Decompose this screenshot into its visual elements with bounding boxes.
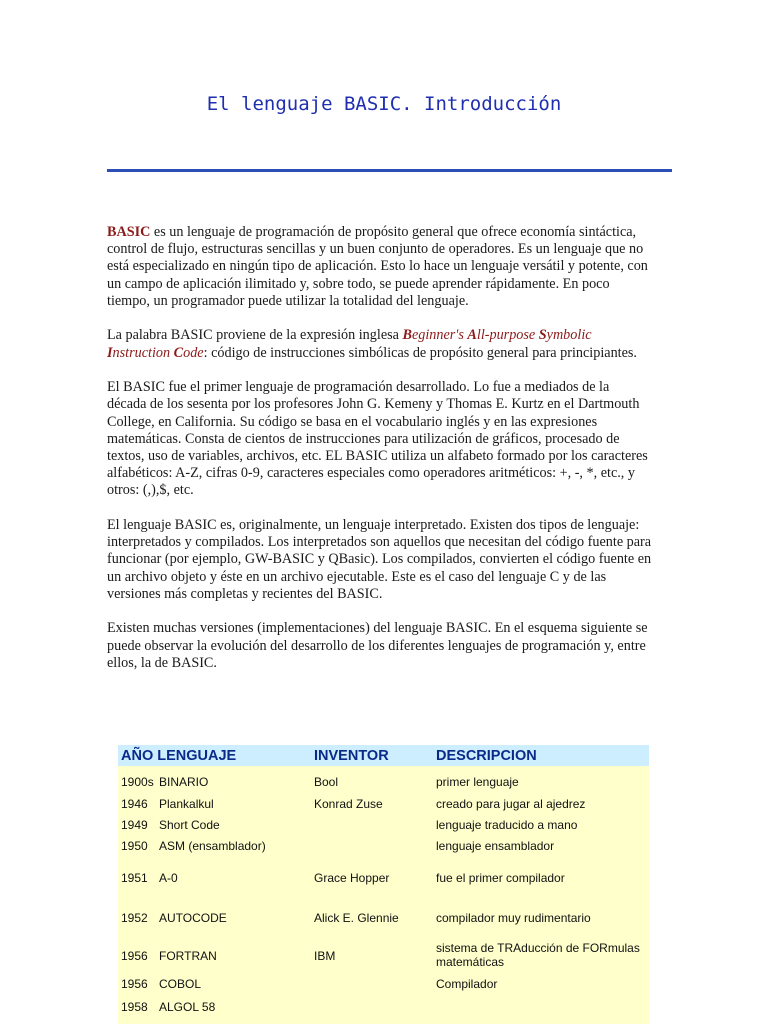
- cell-language: Short Code: [159, 818, 220, 832]
- cell-description: creado para jugar al ajedrez: [436, 797, 586, 811]
- acronym-rest: ode: [183, 344, 204, 361]
- cell-year: 1949: [121, 818, 148, 832]
- paragraph-history: El BASIC fue el primer lenguaje de programación desarrollado. Lo fue a mediados de la década de los sesenta por los profesores John G. Kemeny y Thomas E. Kurtz en el Dartmouth College, en California. Su código se basa en el vocabulario inglés y en las expresiones matemáticas. Consta de cientos de instrucciones para utilización de gráficos, procesado de textos, uso de variables, archivos, etc. EL BASIC utiliza un alfabeto formado por los caracteres alfabéticos: A-Z, cifras 0-9, caracteres especiales como operadores aritméticos: +, -, *, etc., y otros: (,),$, etc.: [107, 379, 648, 499]
- acronym-rest: ymbolic: [546, 327, 592, 344]
- cell-description: primer lenguaje: [436, 775, 519, 789]
- languages-table: [118, 745, 649, 1024]
- paragraph-interpreted: El lenguaje BASIC es, originalmente, un lenguaje interpretado. Existen dos tipos de lenguaje: interpretados y compilados. Los interpretados son aquellos que necesitan del código fuente para funcionar (por ejemplo, GW-BASIC y QBasic). Los compilados, convierten el código fuente en un archivo objeto y éste en un archivo ejecutable. Este es el caso del lenguaje C y de las versiones más completas y recientes del BASIC.: [107, 517, 652, 602]
- acronym-rest: nstruction: [112, 344, 174, 361]
- cell-year: 1958: [121, 1000, 148, 1014]
- paragraph-etymology: [107, 327, 652, 361]
- etymology-before: La palabra BASIC proviene de la expresión inglesa: [107, 327, 403, 344]
- table-header: [118, 745, 649, 766]
- cell-language: BINARIO: [159, 775, 209, 789]
- cell-year: 1956: [121, 977, 148, 991]
- acronym-initial: C: [173, 344, 184, 361]
- acronym-initial: B: [402, 327, 412, 344]
- title-divider: [107, 169, 672, 172]
- acronym-rest: eginner's: [411, 327, 468, 344]
- cell-year: 1952: [121, 911, 148, 925]
- cell-inventor: Bool: [314, 775, 339, 789]
- cell-description: fue el primer compilador: [436, 871, 565, 885]
- cell-inventor: Grace Hopper: [314, 871, 390, 885]
- cell-language: FORTRAN: [159, 949, 217, 963]
- cell-year: 1900s: [121, 775, 154, 789]
- paragraph-intro-text: es un lenguaje de programación de propósito general que ofrece economía sintáctica, control de flujo, estructuras sencillas y un buen conjunto de operadores. Es un lenguaje que no está especializado en ningún tipo de aplicación. Esto lo hace un lenguaje versátil y potente, con un campo de aplicación ilimitado y, sobre todo, se puede aprender rápidamente. En poco tiempo, un programador puede utilizar la totalidad del lenguaje.: [107, 224, 648, 309]
- basic-keyword: BASIC: [107, 224, 151, 240]
- cell-language: Plankalkul: [159, 797, 214, 811]
- cell-description: Compilador: [436, 977, 498, 991]
- cell-year: 1950: [121, 839, 148, 853]
- cell-inventor: Konrad Zuse: [314, 797, 383, 811]
- cell-year: 1946: [121, 797, 148, 811]
- cell-year: 1951: [121, 871, 148, 885]
- acronym-initial: S: [538, 327, 547, 344]
- header-description: DESCRIPCION: [436, 748, 537, 764]
- cell-description: sistema de TRAducción de FORmulas matemáticas: [436, 941, 640, 969]
- cell-language: COBOL: [159, 977, 202, 991]
- page-title: El lenguaje BASIC. Introducción: [206, 93, 562, 115]
- cell-language: ALGOL 58: [159, 1000, 216, 1014]
- document-body: [107, 224, 652, 689]
- acronym-rest: ll-purpose: [476, 327, 539, 344]
- cell-description: lenguaje ensamblador: [436, 839, 555, 853]
- header-year-language: AÑO LENGUAJE: [121, 748, 237, 764]
- cell-language: A-0: [159, 871, 178, 885]
- header-inventor: INVENTOR: [314, 748, 389, 764]
- cell-language: AUTOCODE: [159, 911, 227, 925]
- cell-language: ASM (ensamblador): [159, 839, 266, 853]
- acronym-initial: A: [467, 327, 477, 344]
- paragraph-versions: Existen muchas versiones (implementaciones) del lenguaje BASIC. En el esquema siguiente se puede observar la evolución del desarrollo de los diferentes lenguajes de programación y, entre ellos, la de BASIC.: [107, 620, 648, 671]
- cell-description: lenguaje traducido a mano: [436, 818, 578, 832]
- paragraph-intro: [107, 224, 652, 310]
- acronym-initial: I: [107, 344, 113, 361]
- cell-year: 1956: [121, 949, 148, 963]
- cell-description: compilador muy rudimentario: [436, 911, 591, 925]
- etymology-after: : código de instrucciones simbólicas de propósito general para principiantes.: [203, 344, 637, 361]
- cell-inventor: IBM: [314, 949, 336, 963]
- cell-inventor: Alick E. Glennie: [314, 911, 399, 925]
